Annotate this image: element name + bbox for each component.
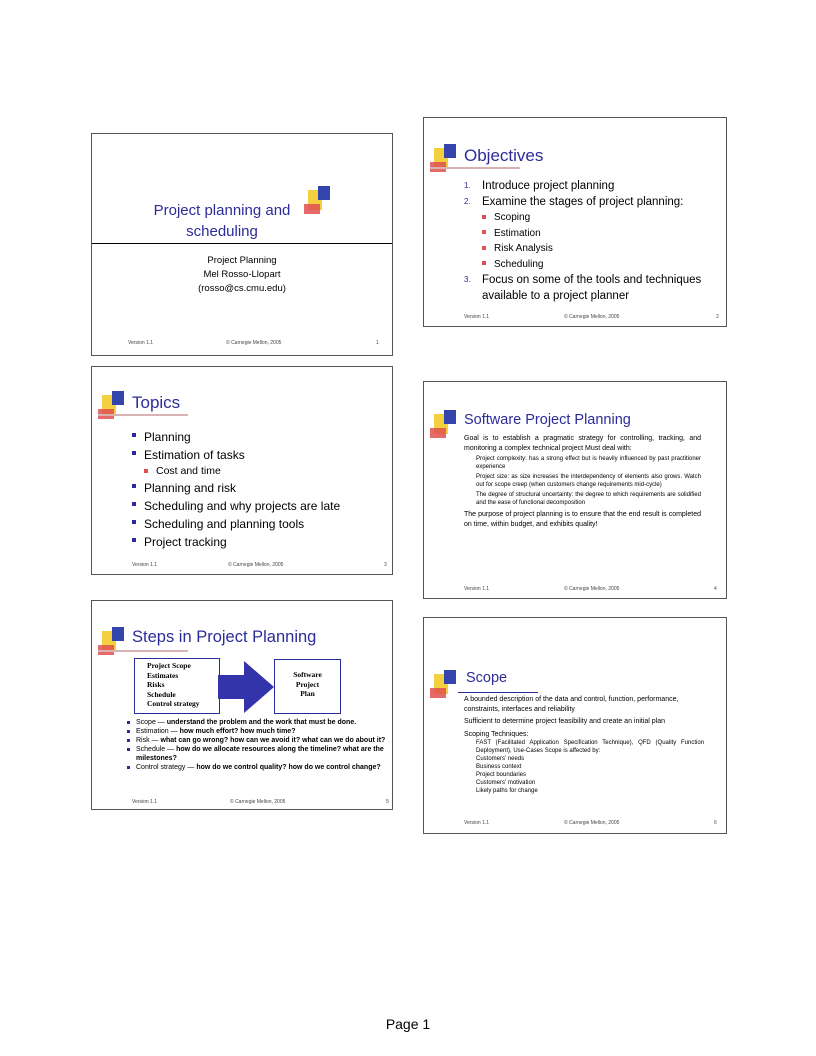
slide-title: Steps in Project Planning xyxy=(132,628,317,646)
footer-copyright: © Carnegie Mellon, 2005 xyxy=(230,799,286,805)
body-line: Scoping Techniques: xyxy=(464,730,529,738)
slide-title: Scope xyxy=(466,670,508,686)
list-item: Estimation xyxy=(482,226,727,242)
footer-version: Version 1.1 xyxy=(464,314,490,320)
topics-list xyxy=(132,428,340,551)
right-arrow-icon xyxy=(218,661,276,713)
list-item: Likely paths for change xyxy=(476,788,538,794)
slide-5 xyxy=(91,600,393,810)
footer-version: Version 1.1 xyxy=(132,799,158,805)
list-item: Scheduling and why projects are late xyxy=(132,497,340,515)
list-item: Estimation of tasks xyxy=(132,446,340,464)
title-underline xyxy=(458,692,538,693)
list-item: Estimation — how much effort? how much time? xyxy=(127,727,389,736)
list-item: 3. Focus on some of the tools and techniques available to a project planner xyxy=(464,274,702,302)
techniques-text: FAST (Facilitated Application Specification Technique), QFD (Quality Function Deployment), Use-Cases Scope is affected by: xyxy=(476,740,704,754)
slide-4 xyxy=(423,381,727,599)
subtitle-line: Mel Rosso-Llopart xyxy=(203,269,281,280)
slide-title: Project planning and scheduling xyxy=(153,202,291,240)
list-item: Project boundaries xyxy=(476,772,527,778)
body-line: A bounded description of the data and control, function, performance, constraints, interfaces and reliability xyxy=(464,696,679,713)
objectives-list xyxy=(464,178,727,304)
subtitle-line: (rosso@cs.cmu.edu) xyxy=(198,283,286,294)
list-item: Cost and time xyxy=(144,464,340,479)
list-item: Project size: as size increases the interdependency of elements also grows. Watch out for scope creep (when customers change requirements mid-cycle) xyxy=(476,474,701,488)
list-item: Business context xyxy=(476,764,522,770)
footer-page-number: 6 xyxy=(714,820,717,826)
inputs-box xyxy=(134,658,220,714)
box-line: Plan xyxy=(300,689,315,698)
footer-version: Version 1.1 xyxy=(132,562,158,568)
box-line: Project xyxy=(295,679,320,689)
slide-title: Objectives xyxy=(464,146,544,165)
logo-squares-icon xyxy=(98,631,134,667)
list-item: Scoping xyxy=(482,210,727,226)
intro-text: Goal is to establish a pragmatic strategy for controlling, tracking, and monitoring a complex technical project Must deal with: xyxy=(464,435,701,452)
list-item: Scheduling xyxy=(482,257,727,273)
footer-copyright: © Carnegie Mellon, 2005 xyxy=(564,820,620,826)
footer-page-number: 3 xyxy=(384,562,387,568)
body-line: Sufficient to determine project feasibility and create an initial plan xyxy=(464,718,666,725)
list-item: The degree of structural uncertainty: the degree to which requirements are solidified and the ease of functional decomposition xyxy=(476,492,701,506)
list-item: 1. Introduce project planning xyxy=(464,180,615,192)
footer-page-number: 1 xyxy=(376,340,379,346)
list-item: Customers' needs xyxy=(476,756,525,762)
steps-list xyxy=(127,718,389,772)
box-line: Schedule xyxy=(147,689,176,699)
factors-list xyxy=(464,755,704,795)
footer-version: Version 1.1 xyxy=(128,340,154,346)
slide-3 xyxy=(91,366,393,575)
slide-title: Topics xyxy=(132,393,181,412)
list-item: Planning xyxy=(132,428,340,446)
list-item: Risk — what can go wrong? how can we avoid it? what can we do about it? xyxy=(127,736,389,745)
footer-version: Version 1.1 xyxy=(464,586,490,592)
footer-copyright: © Carnegie Mellon, 2005 xyxy=(564,314,620,320)
page-number: Page 1 xyxy=(385,1016,431,1032)
output-box xyxy=(274,659,341,714)
list-item: Scope — understand the problem and the work that must be done. xyxy=(127,718,389,727)
footer-copyright: © Carnegie Mellon, 2005 xyxy=(564,586,620,592)
list-item: Customers' motivation xyxy=(476,780,536,786)
footer-page-number: 2 xyxy=(716,314,719,320)
box-line: Estimates xyxy=(147,670,179,680)
list-item: Risk Analysis xyxy=(482,241,727,257)
slide-2 xyxy=(423,117,727,327)
slide-1 xyxy=(91,133,393,356)
logo-squares-icon xyxy=(304,190,340,226)
list-item: Scheduling and planning tools xyxy=(132,515,340,533)
closing-text: The purpose of project planning is to ensure that the end result is completed on time, within budget, and exhibits quality! xyxy=(464,511,701,528)
box-line: Control strategy xyxy=(147,699,200,708)
logo-squares-icon xyxy=(430,414,466,450)
footer-copyright: © Carnegie Mellon, 2005 xyxy=(228,562,284,568)
logo-squares-icon xyxy=(430,148,466,184)
list-item: Project tracking xyxy=(132,533,340,551)
box-line: Risks xyxy=(147,680,165,689)
list-item: Planning and risk xyxy=(132,479,340,497)
slide-body xyxy=(464,695,704,795)
subtitle-line: Project Planning xyxy=(207,255,277,266)
footer-version: Version 1.1 xyxy=(464,820,490,826)
box-line: Software xyxy=(293,670,322,679)
slide-6 xyxy=(423,617,727,834)
footer-page-number: 5 xyxy=(386,799,389,805)
list-item: Control strategy — how do we control quality? how do we control change? xyxy=(127,763,389,772)
logo-squares-icon xyxy=(98,395,134,431)
slide-subtitle xyxy=(92,254,392,296)
box-line: Project Scope xyxy=(147,661,191,670)
footer-copyright: © Carnegie Mellon, 2005 xyxy=(226,340,282,346)
list-item: 2. Examine the stages of project planning: xyxy=(464,196,684,208)
sub-list xyxy=(464,210,727,272)
divider xyxy=(92,243,392,244)
slide-title: Software Project Planning xyxy=(464,412,631,428)
footer-page-number: 4 xyxy=(714,586,717,592)
list-item: Project complexity: has a strong effect but is heavily influenced by past practitioner experience xyxy=(476,456,701,470)
list-item: Schedule — how do we allocate resources along the timeline? what are the milestones? xyxy=(127,745,389,763)
slide-body xyxy=(464,434,701,529)
